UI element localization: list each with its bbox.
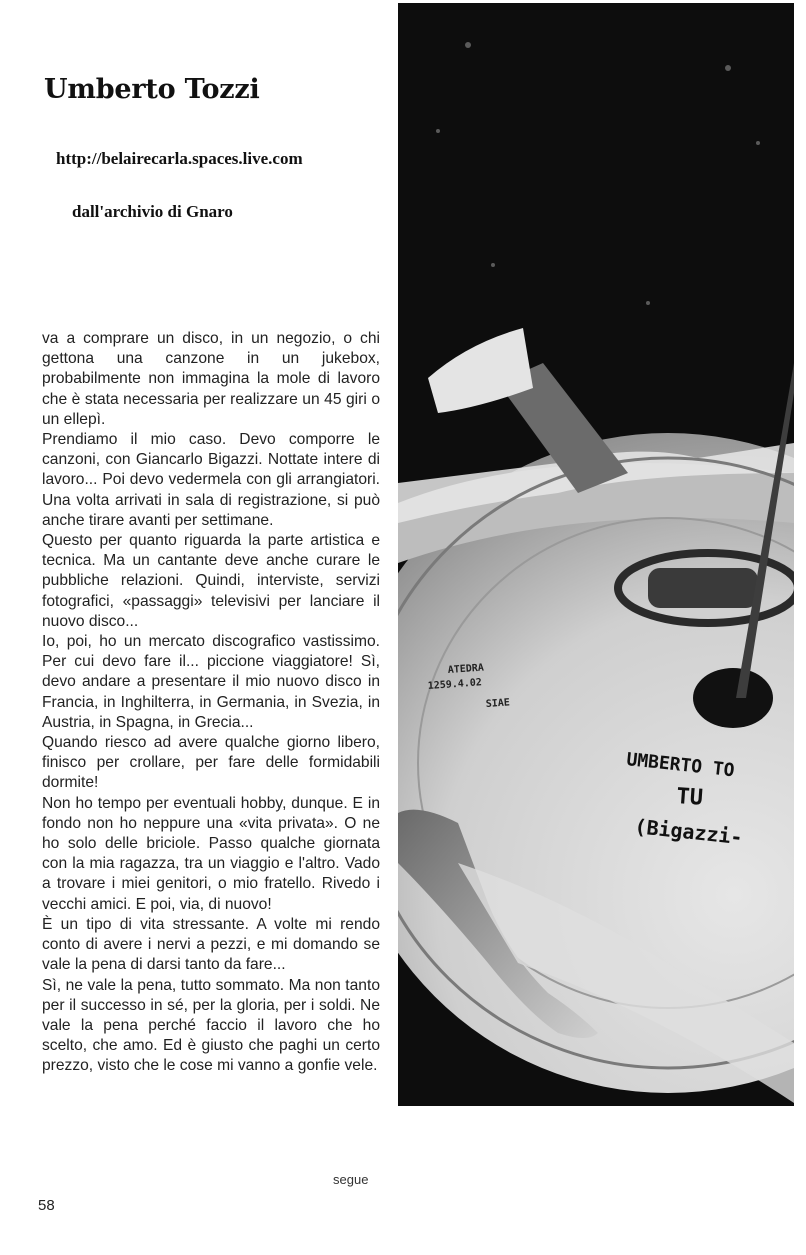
stamp-text-line1: ATEDRA	[447, 662, 485, 676]
article-paragraph: Sì, ne vale la pena, tutto sommato. Ma non tanto per il successo in sé, per la gloria, per i soldi. Ne vale la pena perché faccio il lavoro che ho scelto, che amo. Ed è giusto che paghi un certo prezzo, visto che le cose mi vanno a gonfie vele.	[42, 976, 380, 1075]
continues-marker: segue	[333, 1172, 369, 1187]
source-url: http://belairecarla.spaces.live.com	[56, 149, 303, 168]
article-paragraph: Prendiamo il mio caso. Devo comporre le canzoni, con Giancarlo Bigazzi. Nottate intere di lavoro... Poi devo vedermela con gli arrangiatori. Una volta arrivati in sala di registrazione, si può anche tirare avanti per settimane.	[42, 431, 380, 529]
article-paragraph: Quando riesco ad avere qualche giorno libero, finisco per crollare, per fare delle formidabili dormite!	[42, 734, 380, 792]
article-paragraph: Io, poi, ho un mercato discografico vastissimo. Per cui devo fare il... piccione viaggiatore! Sì, devo andare a presentare il mio nuovo disco in Francia, in Inghilterra, in Germania, in Svezia, in Austria, in Spagna, in Grecia...	[42, 633, 380, 731]
stamp-text-line2: 1259.4.02	[427, 677, 483, 692]
label-text-line3: (Bigazzi-	[633, 814, 744, 850]
label-text-line1: UMBERTO TO	[625, 749, 736, 782]
page-number: 58	[38, 1197, 55, 1214]
label-text-line2: TU	[675, 784, 704, 811]
archive-credit: dall'archivio di Gnaro	[72, 202, 233, 221]
article-paragraph: Questo per quanto riguarda la parte artistica e tecnica. Ma un cantante deve anche curare le pubbliche relazioni. Quindi, interviste, servizi fotografici, «passaggi» televisivi per lanciare il nuovo disco...	[42, 532, 380, 630]
page-margin	[794, 0, 806, 1255]
article-body	[42, 329, 380, 1077]
article-paragraph: va a comprare un disco, in un negozio, o chi gettona una canzone in un jukebox, probabilmente non immagina la mole di lavoro che è stata necessaria per realizzare un 45 giri o un ellepì.	[42, 330, 380, 428]
record-photo-illustration	[398, 3, 794, 1106]
article-paragraph: È un tipo di vita stressante. A volte mi rendo conto di avere i nervi a pezzi, e mi domando se vale la pena di darsi tanto da fare...	[42, 915, 380, 974]
stamp-text-line3: SIAE	[485, 697, 511, 710]
record-photo	[398, 3, 794, 1106]
article-paragraph: Non ho tempo per eventuali hobby, dunque. E in fondo non ho neppure una «vita privata». O ne ho solo delle briciole. Passo qualche giornata con la mia ragazza, tra un viaggio e l'altro. Vado a trovare i miei genitori, o mio fratello. Rivedo i vecchi amici. E poi, via, di nuovo!	[42, 794, 380, 913]
article-title: Umberto Tozzi	[44, 74, 260, 105]
